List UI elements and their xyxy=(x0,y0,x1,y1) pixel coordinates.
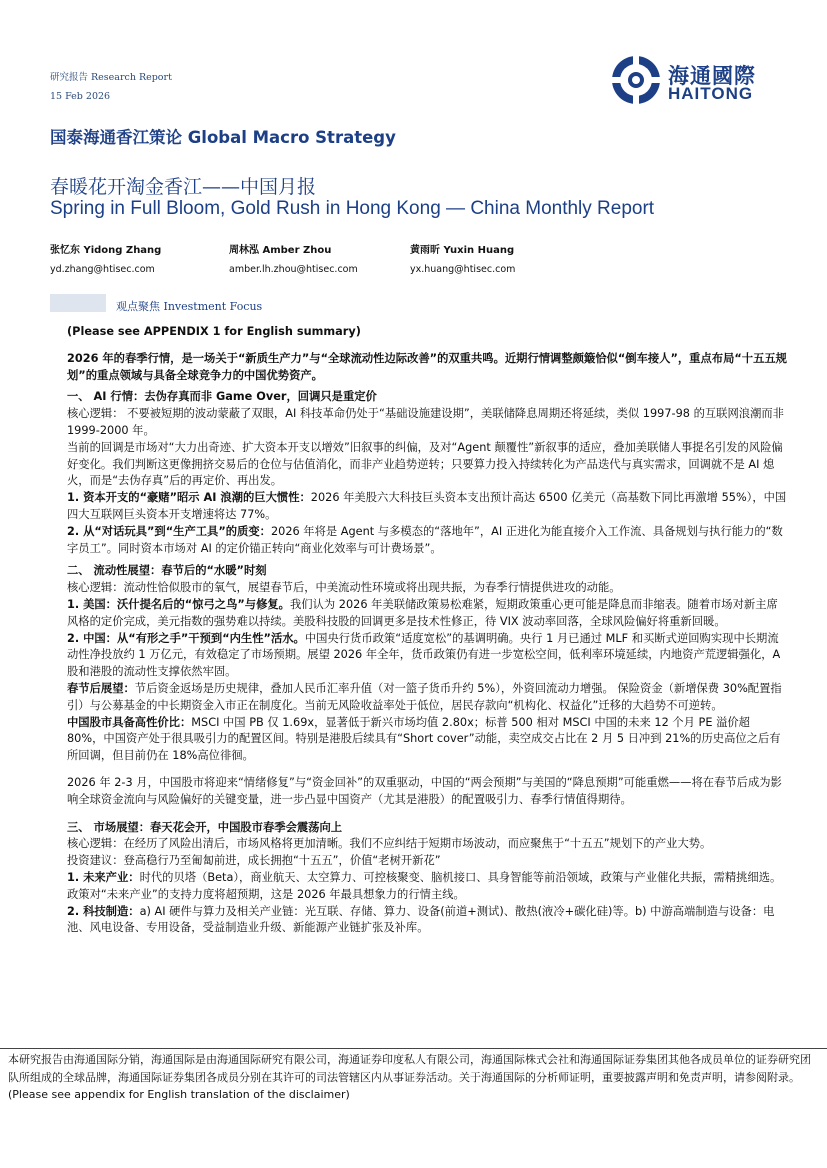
item-text: 2026 年美股六大科技巨头资本支出预计高达 6500 亿美元（高基数下同比再激增 55%），中国四大互联网巨头资本开支增速将达 77%。 xyxy=(67,491,787,521)
author-email[interactable]: yd.zhang@htisec.com xyxy=(50,264,155,275)
logo-text-en: HAITONG xyxy=(668,84,754,103)
footer-disclaimer: 本研究报告由海通国际分销，海通国际是由海通国际研究有限公司，海通证券印度私人有限公司，海通国际株式会社和海通国际证券集团其他各成员单位的证券研究团队所组成的全球品牌，海通国际证券集团各成员分别在其许可的司法管辖区内从事证券活动。关于海通国际的分析师证明，重要披露声明和免责声明，请参阅附录。(Please see appendix for English translation of the disclaimer) xyxy=(8,1053,811,1101)
title-en: Spring in Full Bloom, Gold Rush in Hong Kong — China Monthly Report xyxy=(50,198,655,219)
report-series: 国泰海通香江策论 Global Macro Strategy xyxy=(50,128,396,147)
core-logic: 核心逻辑：在经历了风险出清后，市场风格将更加清晰。我们不应纠结于短期市场波动，而应聚焦于“十五五”规划下的产业大势。 xyxy=(67,837,712,851)
item-title: 春节后展望： xyxy=(67,681,135,695)
section-title: 一、 AI 行情：去伪存真而非 Game Over，回调只是重定价 xyxy=(67,390,377,404)
core-logic: 核心逻辑： 不要被短期的波动蒙蔽了双眼，AI 科技革命仍处于“基础设施建设期”，美联储降息周期还将延续，类似 1997-98 的互联网浪潮而非 1999-2000 年。 xyxy=(67,407,784,437)
list-item xyxy=(67,715,789,765)
list-item xyxy=(67,870,789,904)
list-item xyxy=(67,490,789,524)
author-email[interactable]: yx.huang@htisec.com xyxy=(410,264,516,275)
appendix-note: (Please see APPENDIX 1 for English summary) xyxy=(67,325,361,338)
core-logic: 核心逻辑：流动性恰似股市的氧气，展望春节后，中美流动性环境或将出现共振，为春季行情提供进攻的动能。 xyxy=(67,581,621,595)
paragraph: 当前的回调是市场对“大力出奇迹、扩大资本开支以增效”旧叙事的纠偏，及对“Agent 颠覆性”新叙事的适应，叠加美联储人事提名引发的风险偏好变化。我们判断这更像拥挤交易后的仓位与估值消化，而非产业趋势逆转；只要算力投入持续转化为产品迭代与真实需求，回调就不是 AI 熄火，而是“去伪存真”后的再定价、再出发。 xyxy=(67,440,783,488)
item-text: 时代的贝塔（Beta），商业航天、太空算力、可控核聚变、脑机接口、具身智能等前沿领域，政策与产业催化共振，需精挑细选。政策对“未来产业”的支持力度将超预期，这是 2026 年最具想象力的行情主线。 xyxy=(67,870,782,901)
item-text: 我们认为 2026 年美联储政策易松难紧，短期政策重心更可能是降息而非缩表。随着市场对新主席风格的定价完成，美元指数的强势难以持续。美股科技股的回调更多是技术性修正，待 VIX 波动率回落，全球风险偏好将重新回暖。 xyxy=(67,597,778,628)
list-item xyxy=(67,681,789,715)
item-title: 中国股市具备高性价比： xyxy=(67,715,192,729)
item-text: 节后资金返场是历史规律，叠加人民币汇率升值（对一篮子货币升约 5%），外资回流动力增强。 保险资金（新增保费 30%配置指引）与公募基金的中长期资金入市正在制度化。当前无风险收益率处于低位，居民存款向“机构化、权益化”迁移的大趋势不可逆转。 xyxy=(67,681,782,712)
list-item xyxy=(67,904,789,938)
list-item xyxy=(67,631,789,681)
summary-paragraph: 2026 年 2-3 月，中国股市将迎来“情绪修复”与“资金回补”的双重驱动，中国的“两会预期”与美国的“降息预期”可能重燃——将在春节后成为影响全球资金流向与风险偏好的关键变量，进一步凸显中国资产（尤其是港股）的配置吸引力、春季行情值得期待。 xyxy=(67,775,782,806)
item-title: 2. 科技制造： xyxy=(67,904,140,918)
lead-paragraph: 2026 年的春季行情，是一场关于“新质生产力”与“全球流动性边际改善”的双重共鸣。近期行情调整颇簸恰似“倒车接人”，重点布局“十五五规划”的重点领域与具备全球竞争力的中国优势资产。 xyxy=(67,351,787,382)
item-title: 1. 未来产业： xyxy=(67,870,140,884)
footer-divider xyxy=(0,1048,827,1049)
report-type: 研究报告 Research Report xyxy=(50,72,172,83)
list-item xyxy=(67,524,789,558)
author-name: 周林泓 Amber Zhou xyxy=(229,245,332,256)
haitong-logo-icon xyxy=(608,54,664,106)
author-name: 张忆东 Yidong Zhang xyxy=(50,245,162,256)
item-text: 2026 年将是 Agent 与多模态的“落地年”，AI 正进化为能直接介入工作流、具备规划与执行能力的“数字员工”。同时资本市场对 AI 的定价锚正转向“商业化效率与可计费场景”。 xyxy=(67,524,783,555)
report-body xyxy=(67,324,789,937)
item-text: MSCI 中国 PB 仅 1.69x，显著低于新兴市场均值 2.80x；标普 500 相对 MSCI 中国的未来 12 个月 PE 溢价超 80%，中国资产处于很具吸引力的配置区间。特别是港股后续具有“Short cover”动能，卖空成交占比在 2 月 5 日冲到 21%的历史高位之后有所回调，但目前仍在 18%高位徘徊。 xyxy=(67,715,781,763)
report-date: 15 Feb 2026 xyxy=(50,91,111,102)
item-title: 2. 从“对话玩具”到“生产工具”的质变： xyxy=(67,524,271,538)
focus-box-decoration xyxy=(50,294,106,312)
item-title: 1. 资本开支的“豪赌”昭示 AI 浪潮的巨大惯性： xyxy=(67,491,311,505)
investment-advice: 投资建议：登高稳行乃至匍匐前进，成长拥抱“十五五”，价值“老树开新花” xyxy=(67,854,441,868)
item-text: 中国央行货币政策“适度宽松”的基调明确。央行 1 月已通过 MLF 和买断式逆回购实现中长期流动性净投放约 1 万亿元，有效稳定了市场预期。展望 2026 年全年，货币政策仍有进一步宽松空间，低利率环境延续，内地资产荒逻辑强化，A 股和港股的流动性支撑依然牢固。 xyxy=(67,631,781,679)
author-email[interactable]: amber.lh.zhou@htisec.com xyxy=(229,264,358,275)
logo-text-cn: 海通國際 xyxy=(668,64,756,88)
item-title: 2. 中国：从“有形之手”干预到“内生性”活水。 xyxy=(67,631,305,645)
item-title: 1. 美国：沃什提名后的“惊弓之鸟”与修复。 xyxy=(67,597,290,611)
title-cn: 春暖花开淘金香江——中国月报 xyxy=(50,176,317,198)
section-title: 二、 流动性展望：春节后的“水暖”时刻 xyxy=(67,564,267,578)
item-text: a) AI 硬件与算力及相关产业链：光互联、存储、算力、设备(前道+测试)、散热(液冷+碳化硅)等。b) 中游高端制造与设备：电池、风电设备、专用设备，受益制造业升级、新能源产业链扩张及补库。 xyxy=(67,904,775,935)
investment-focus-label: 观点聚焦 Investment Focus xyxy=(116,300,263,313)
section-title: 三、 市场展望：春天花会开，中国股市春季会震荡向上 xyxy=(67,820,343,834)
author-name: 黄雨昕 Yuxin Huang xyxy=(410,245,515,256)
list-item xyxy=(67,597,789,631)
